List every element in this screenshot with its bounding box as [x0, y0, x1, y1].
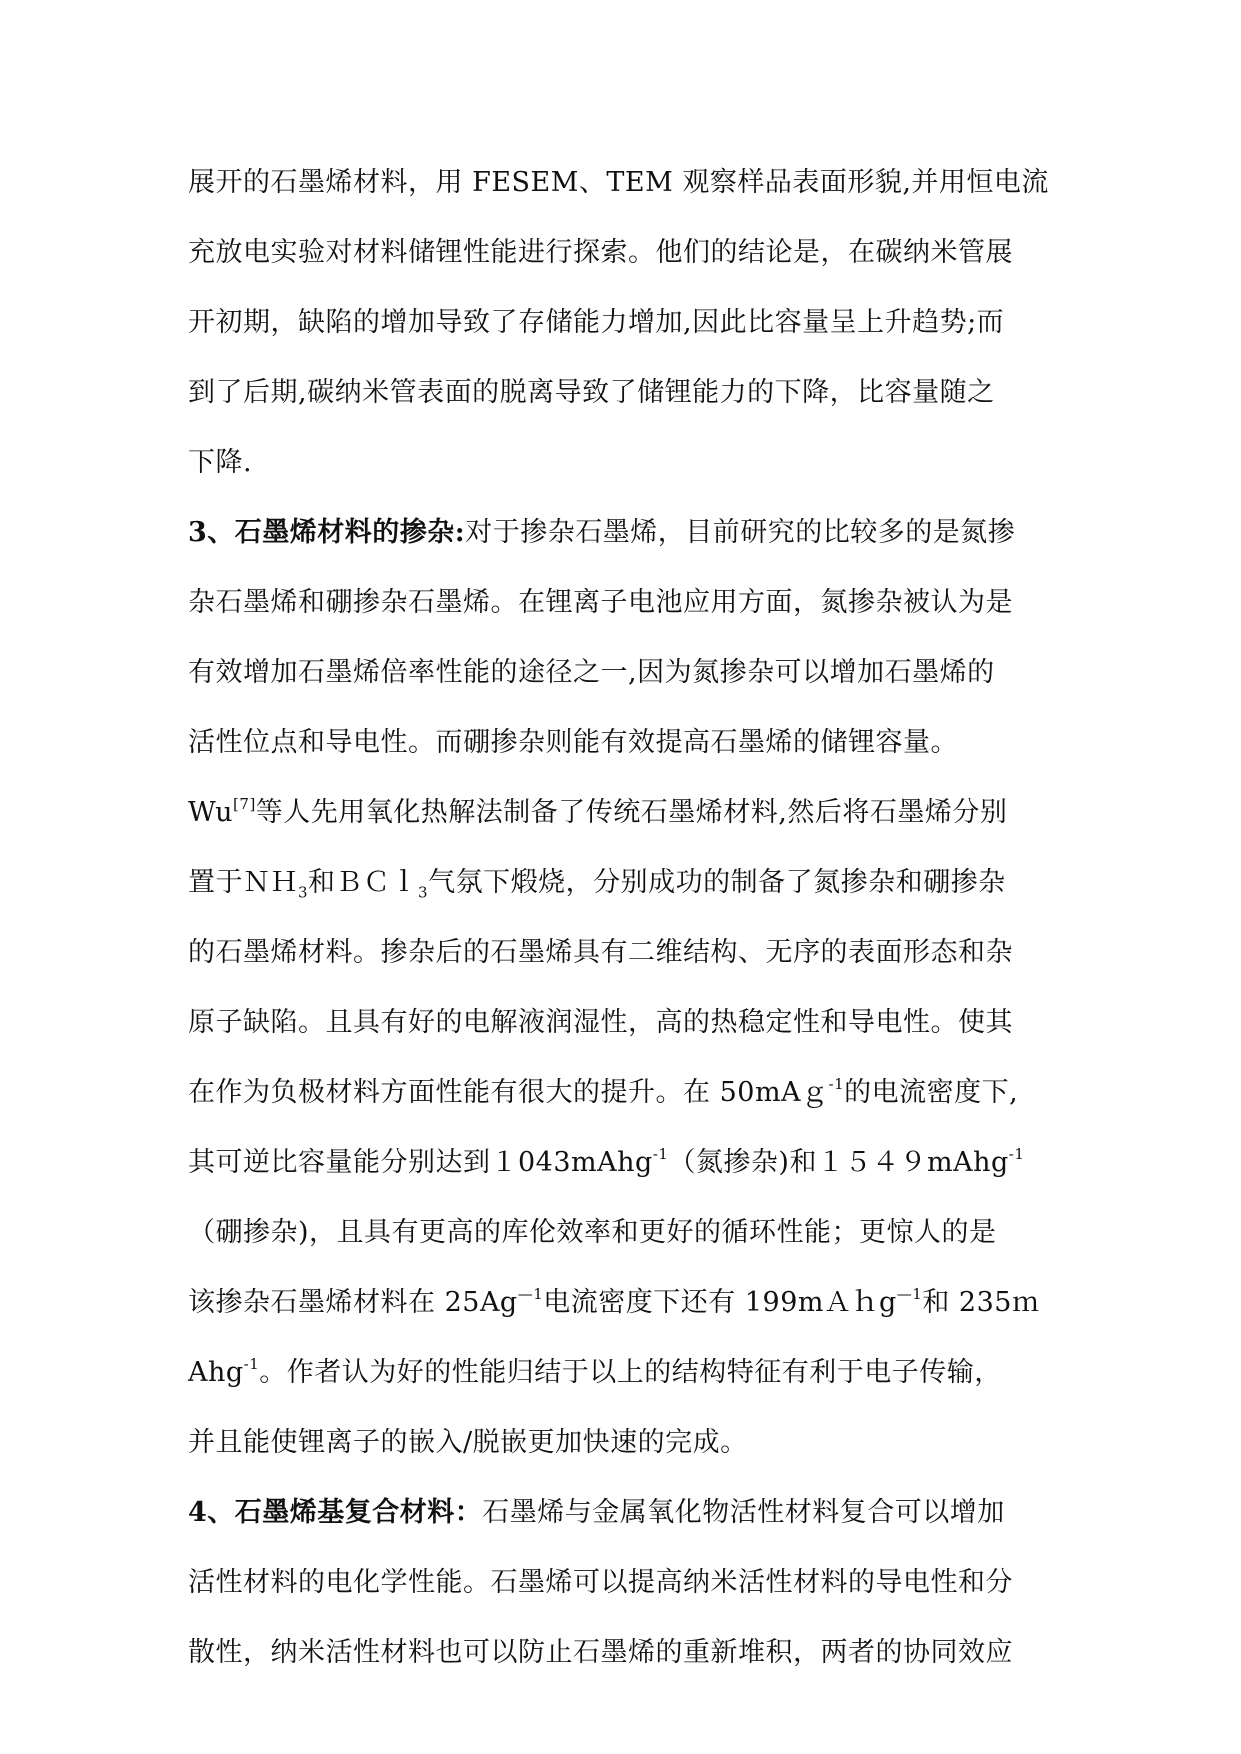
- superscript: -1: [243, 1355, 260, 1373]
- text-line: 杂石墨烯和硼掺杂石墨烯。在锂离子电池应用方面，氮掺杂被认为是: [188, 587, 1013, 618]
- text-line: [188, 1070, 1068, 1140]
- text-line: 到了后期,碳纳米管表面的脱离导致了储锂能力的下降，比容量随之: [188, 377, 995, 408]
- text-line: [188, 860, 1068, 930]
- text-span: 和ＢＣｌ: [308, 867, 419, 898]
- text-span: 对于掺杂石墨烯，目前研究的比较多的是氮掺: [465, 517, 1016, 548]
- text-span: 该掺杂石墨烯材料在 25Ag: [188, 1287, 518, 1318]
- text-span: 石墨烯与金属氧化物活性材料复合可以增加: [482, 1497, 1005, 1528]
- text-span: Ahg: [188, 1357, 244, 1388]
- text-span: 。作者认为好的性能归结于以上的结构特征有利于电子传输，: [259, 1357, 1002, 1388]
- author-name: Wu: [188, 797, 234, 828]
- text-line: [188, 1280, 1068, 1350]
- citation-ref: [7]: [233, 795, 256, 813]
- text-line: [188, 510, 1068, 580]
- text-span: 的电流密度下,: [844, 1077, 1019, 1108]
- superscript: —1: [896, 1285, 923, 1303]
- body-text: [188, 160, 1068, 1700]
- paragraph-wu: [188, 790, 1068, 1490]
- text-line: 的石墨烯材料。掺杂后的石墨烯具有二维结构、无序的表面形态和杂: [188, 937, 1013, 968]
- superscript: -1: [652, 1145, 669, 1163]
- superscript: -1: [1008, 1145, 1025, 1163]
- text-line: 原子缺陷。且具有好的电解液润湿性，高的热稳定性和导电性。使其: [188, 1007, 1013, 1038]
- text-line: 充放电实验对材料储锂性能进行探索。他们的结论是，在碳纳米管展: [188, 237, 1013, 268]
- section-4-composites: [188, 1490, 1068, 1700]
- text-line: [188, 1490, 1068, 1560]
- text-line: （硼掺杂)，且具有更高的库伦效率和更好的循环性能；更惊人的是: [188, 1217, 997, 1248]
- paragraph-fesem: [188, 160, 1068, 510]
- text-line: [188, 1140, 1068, 1210]
- section-4-heading: 4、石墨烯基复合材料：: [188, 1497, 483, 1528]
- text-line: 有效增加石墨烯倍率性能的途径之一,因为氮掺杂可以增加石墨烯的: [188, 657, 995, 688]
- text-line: [188, 1350, 1068, 1420]
- text-line: 开初期，缺陷的增加导致了存储能力增加,因此比容量呈上升趋势;而: [188, 307, 1005, 338]
- subscript: 3: [298, 883, 309, 902]
- text-span: 等人先用氧化热解法制备了传统石墨烯材料,然后将石墨烯分别: [255, 797, 1008, 828]
- text-line: 活性位点和导电性。而硼掺杂则能有效提高石墨烯的储锂容量。: [188, 727, 958, 758]
- subscript: 3: [418, 883, 429, 902]
- text-span: 电流密度下还有 199mＡｈg: [543, 1287, 897, 1318]
- text-span: （氮掺杂)和１５４９mAhg: [668, 1147, 1009, 1178]
- text-span: 气氛下煅烧，分别成功的制备了氮掺杂和硼掺杂: [428, 867, 1006, 898]
- text-span: 其可逆比容量能分别达到１043mAhg: [188, 1147, 653, 1178]
- text-line: 散性，纳米活性材料也可以防止石墨烯的重新堆积，两者的协同效应: [188, 1637, 1013, 1668]
- text-line: 并且能使锂离子的嵌入/脱嵌更加快速的完成。: [188, 1427, 748, 1458]
- text-line: [188, 790, 1068, 860]
- superscript: —1: [517, 1285, 544, 1303]
- section-3-heading: 3、石墨烯材料的掺杂:: [188, 517, 466, 548]
- text-span: 置于ＮＨ: [188, 867, 298, 898]
- text-line: 下降.: [188, 447, 253, 478]
- text-span: 和 235ｍ: [922, 1287, 1040, 1318]
- superscript: -1: [828, 1075, 845, 1093]
- text-line: 展开的石墨烯材料，用 FESEM、TEM 观察样品表面形貌,并用恒电流: [188, 167, 1049, 198]
- section-3-doping: [188, 510, 1068, 790]
- text-span: 在作为负极材料方面性能有很大的提升。在 50mAｇ: [188, 1077, 829, 1108]
- text-line: 活性材料的电化学性能。石墨烯可以提高纳米活性材料的导电性和分: [188, 1567, 1013, 1598]
